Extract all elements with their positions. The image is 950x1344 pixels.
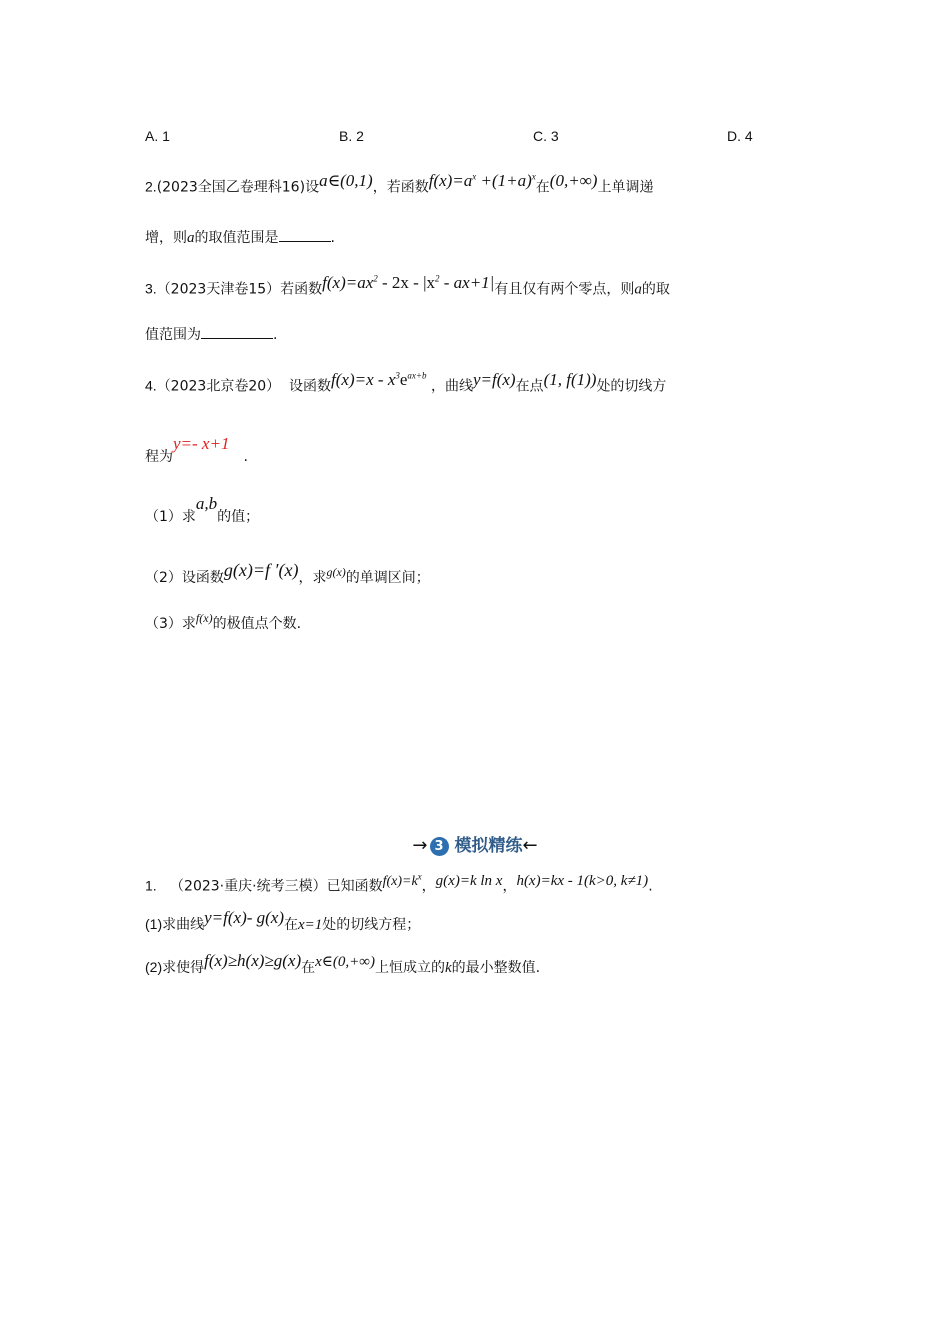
math: y=f(x)- g(x) (204, 908, 285, 927)
text: 已知函数 (326, 878, 383, 895)
text: ，曲线 (430, 378, 473, 395)
question-number: 3. (145, 280, 157, 297)
text: ，求 (298, 570, 327, 586)
text: 的单调区间； (345, 570, 430, 586)
section-title: 模拟精练 (454, 836, 523, 856)
section-header (0, 831, 950, 856)
text: 程为 (145, 449, 173, 465)
math: $f(x)=ax^2 - 2x - |x^2 - ax+1|$ (322, 272, 495, 292)
question-4-part-3 (145, 611, 302, 634)
text: 上恒成立的 (374, 960, 445, 976)
math: g(x) (326, 565, 346, 579)
arrow-right-icon: → (412, 835, 428, 856)
math: a,b (195, 494, 218, 513)
question-3-line-2 (145, 324, 277, 345)
answer-blank[interactable] (279, 227, 331, 242)
text: 有且仅有两个零点，则 (494, 281, 635, 298)
math: g(x)=k ln x (435, 872, 503, 889)
math: a (187, 230, 195, 246)
question-3-line-1 (145, 274, 670, 300)
math: x=1 (298, 917, 323, 933)
text: 在 (301, 960, 316, 976)
text: . (648, 878, 653, 895)
question-source: （2023天津卷15） (156, 281, 281, 298)
math: f(x) (195, 611, 213, 625)
option-c: C. 3 (533, 128, 559, 144)
text: (2)求使得 (145, 959, 205, 975)
text: （3）求 (145, 616, 196, 632)
math: h(x)=kx - 1(k>0, k≠1) (516, 872, 649, 889)
text: （2）设函数 (145, 570, 224, 586)
text: 设 (305, 179, 320, 196)
text: 在 (535, 179, 550, 196)
question-source: （2023北京卷20） (156, 378, 281, 395)
text: 处的切线方程； (322, 917, 421, 933)
option-b: B. 2 (339, 128, 364, 144)
text: 值范围为 (145, 327, 201, 343)
text: (1)求曲线 (145, 916, 205, 932)
math: x∈(0,+∞) (315, 954, 375, 970)
text: 的取 (641, 281, 670, 298)
math: $f(x)=x - x^3e^{ax+b}$ (331, 369, 427, 389)
question-number: 1. (145, 877, 157, 894)
math: (1, f(1)) (543, 369, 597, 389)
exercise-1-line-1 (145, 872, 653, 898)
text: ，若函数 (372, 179, 429, 196)
text: . (243, 449, 248, 465)
question-4-part-1 (145, 494, 260, 527)
option-a: A. 1 (145, 128, 170, 144)
math: $f(x)=k^x$ (382, 871, 422, 889)
question-4-line-2 (145, 434, 248, 467)
text: 在点 (515, 378, 544, 395)
text: 在 (284, 917, 299, 933)
answer-blank[interactable] (201, 324, 273, 339)
question-number: 4. (145, 377, 157, 394)
math: $f(x)=a^x +(1+a)^x$ (428, 170, 536, 190)
text: 处的切线方 (596, 378, 667, 395)
text: 若函数 (280, 281, 323, 298)
question-source: (2023全国乙卷理科16) (156, 179, 306, 196)
question-4-part-2 (145, 560, 430, 588)
exercise-1-part-1 (145, 908, 421, 935)
question-2-line-2 (145, 227, 335, 248)
question-2-line-1 (145, 172, 653, 198)
text: 增，则 (145, 230, 187, 246)
arrow-left-icon: ← (522, 835, 538, 856)
text: 的取值范围是 (194, 230, 279, 246)
math: y=f(x) (472, 369, 516, 389)
math: a∈(0,1) (319, 170, 373, 190)
math: k (444, 960, 452, 976)
text: 的极值点个数. (212, 616, 302, 632)
tangent-line-answer: y=- x+1 (173, 434, 230, 453)
text: ， (421, 878, 436, 895)
question-source: （2023·重庆·统考三模） (170, 878, 327, 895)
section-number-badge: 3 (430, 837, 449, 856)
text: . (330, 230, 335, 246)
math: a (634, 281, 642, 298)
text: （1）求 (145, 509, 196, 525)
math: g(x)=f ′(x) (223, 560, 299, 580)
math: (0,+∞) (549, 170, 598, 190)
text: 的值； (217, 509, 260, 525)
question-4-line-1 (145, 371, 666, 397)
text: 上单调递 (597, 179, 654, 196)
text: . (273, 327, 278, 343)
math: f(x)≥h(x)≥g(x) (204, 951, 302, 970)
question-number: 2. (145, 178, 157, 195)
text: 设函数 (289, 378, 332, 395)
option-d: D. 4 (727, 128, 753, 144)
text: 的最小整数值. (451, 960, 541, 976)
exercise-1-part-2 (145, 951, 541, 978)
text: ， (502, 878, 517, 895)
